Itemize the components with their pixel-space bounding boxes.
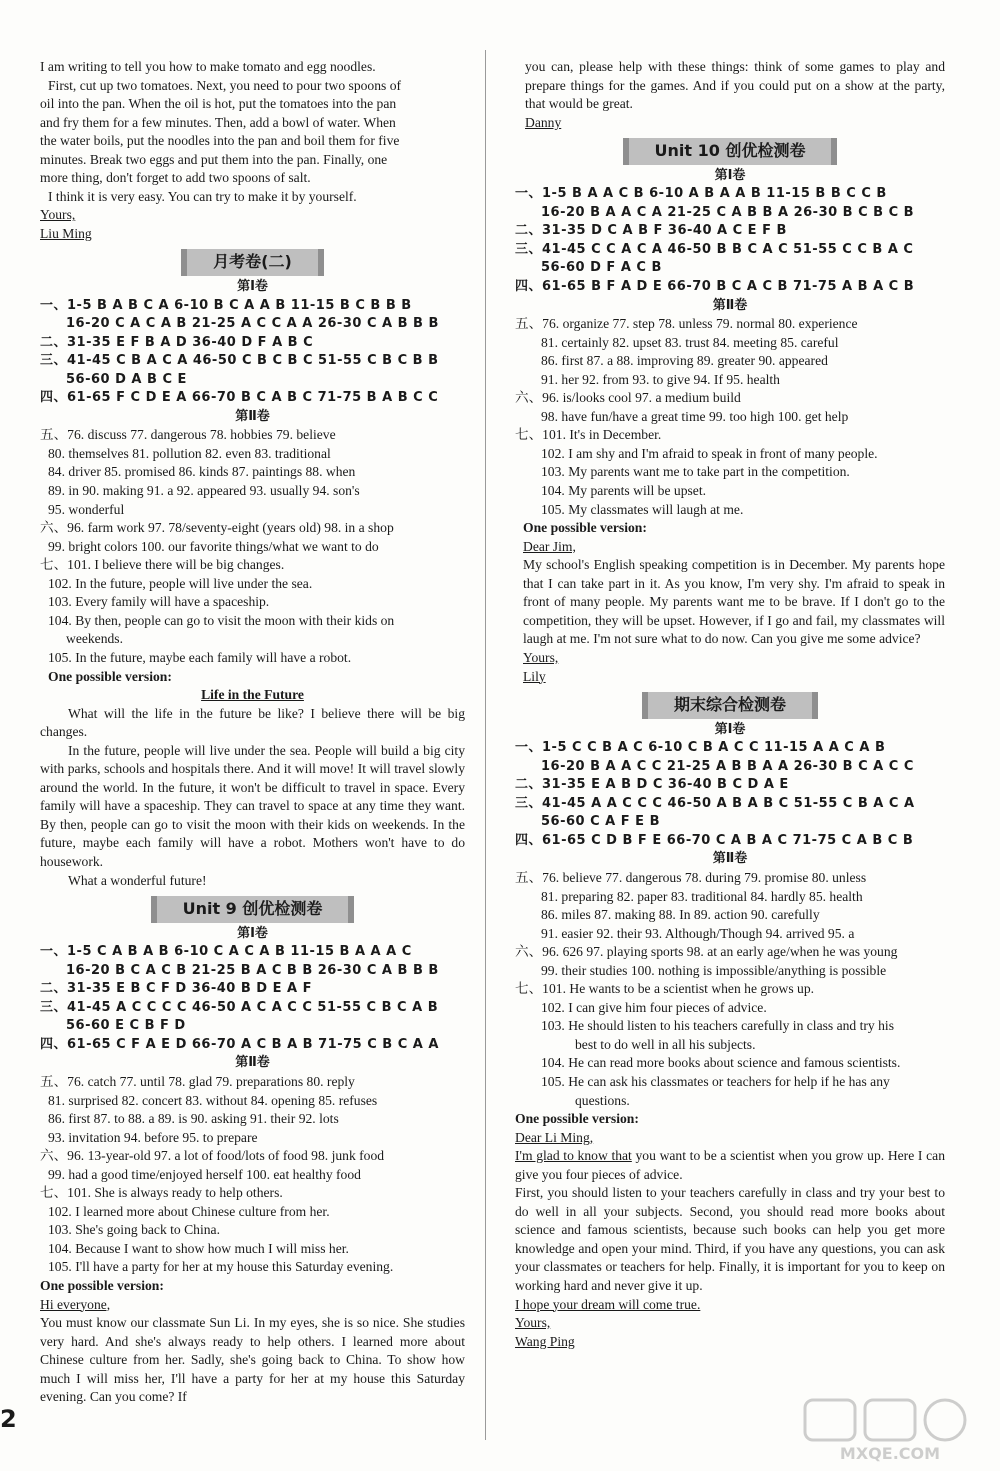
part-label: 第Ⅰ卷	[237, 925, 268, 941]
answer-block	[40, 1073, 465, 1277]
watermark-text: MXQE.COM	[839, 1444, 941, 1463]
answer-line: 16-20 B A A C A 21-25 C A B B A 26-30 B C B C B	[541, 204, 915, 220]
letter-line: First, cut up two tomatoes. Next, you need to pour two spoons of	[48, 77, 402, 93]
answer-block	[515, 739, 945, 850]
answer-line: 三、41-45 C B A C A 46-50 C B C B C 51-55 C B C B B	[40, 353, 439, 369]
letter-body: First, you should listen to your teachers carefully in class and try your best to do well in all your subjects. Second, you should read more books about science and famous scientists, because such books can help you get more knowledge and open your mind. Third, if you have any questions, you can ask your classmates or teachers for help. Finally, it is important for you to keep on working hard and never give it up.	[515, 1185, 945, 1293]
answer-line: 16-20 B C A C B 21-25 B A C B B 26-30 C A B B B	[66, 962, 439, 978]
essay-title: Life in the Future	[201, 687, 304, 703]
letter-line: and fry them for a few minutes. Then, add a bowl of water. When	[40, 114, 396, 130]
answer-line: 七、101. I believe there will be big changes.	[40, 557, 285, 573]
part-label: 第Ⅱ卷	[712, 297, 748, 313]
answer-line: 56-60 E C B F D	[66, 1018, 186, 1034]
answer-line: 93. invitation 94. before 95. to prepare	[48, 1129, 258, 1145]
answer-line: 89. in 90. making 91. a 92. appeared 93. usually 94. son's	[48, 483, 360, 499]
page-number: 2	[0, 1405, 17, 1433]
answer-line: 三、41-45 A C C C C 46-50 A C A C C 51-55 C B C A B	[40, 999, 439, 1015]
part-label: 第Ⅱ卷	[235, 1055, 270, 1071]
letter-closing: Yours,	[523, 649, 559, 665]
answer-line: 103. My parents want me to take part in the competition.	[541, 464, 850, 480]
answer-line: 81. surprised 82. concert 83. without 84. opening 85. refuses	[48, 1092, 378, 1108]
answer-line: 104. He can read more books about science and famous scientists.	[541, 1055, 901, 1071]
answer-line: 二、31-35 E B C F D 36-40 B D E A F	[40, 981, 312, 997]
answer-line: 102. I learned more about Chinese culture from her.	[48, 1203, 330, 1219]
answer-line: 七、101. It's in December.	[515, 427, 662, 443]
answer-line: 86. first 87. a 88. improving 89. greater 90. appeared	[541, 353, 828, 369]
letter-closing: Yours,	[515, 1315, 551, 1331]
part-label: 第Ⅰ卷	[237, 279, 268, 295]
answer-block	[40, 297, 465, 408]
intro-letter	[40, 58, 465, 243]
answer-line: questions.	[575, 1092, 630, 1108]
letter-line: I am writing to tell you how to make tomato and egg noodles.	[40, 59, 376, 74]
answer-line: 四、61-65 C F A E D 66-70 A C B A B 71-75 C B C A A	[40, 1036, 439, 1052]
letter-signature: Liu Ming	[40, 225, 92, 241]
section-banner-final: 期末综合检测卷	[642, 692, 818, 719]
essay-paragraph: What a wonderful future!	[68, 872, 207, 888]
answer-line: 三、41-45 C C A C A 46-50 B B C A C 51-55 C C B A C	[515, 241, 914, 257]
answer-line: 104. By then, people can go to visit the moon with their kids on	[48, 612, 395, 628]
answer-line: 七、101. He wants to be a scientist when he grows up.	[515, 981, 815, 997]
answer-line: 99. bright colors 100. our favorite things/what we want to do	[48, 538, 379, 554]
right-column	[515, 58, 945, 1351]
answer-line: 五、76. discuss 77. dangerous 78. hobbies 79. believe	[40, 427, 336, 443]
column-divider	[485, 50, 486, 1440]
essay-paragraph: What will the life in the future be like? I believe there will be big changes.	[40, 705, 465, 740]
answer-line: 五、76. believe 77. dangerous 78. during 79. promise 80. unless	[515, 869, 867, 885]
answer-line: 一、1-5 C C B A C 6-10 C B A C C 11-15 A A C A B	[515, 740, 886, 756]
answer-block	[40, 426, 465, 667]
letter-signature: Wang Ping	[515, 1333, 575, 1349]
answer-line: 105. He can ask his classmates or teachers for help if he has any	[541, 1073, 890, 1089]
answer-line: weekends.	[66, 631, 123, 647]
answer-line: 102. In the future, people will live under the sea.	[48, 575, 313, 591]
answer-line: 二、31-35 E A B D C 36-40 B C D A E	[515, 777, 789, 793]
answer-line: best to do well in all his subjects.	[575, 1036, 756, 1052]
part-label: 第Ⅱ卷	[235, 408, 270, 424]
answer-line: 六、96. is/looks cool 97. a medium build	[515, 390, 741, 406]
answer-line: 99. their studies 100. nothing is impossible/anything is possible	[541, 962, 887, 978]
answer-line: 56-60 C A F E B	[541, 814, 660, 830]
answer-line: 二、31-35 E F B A D 36-40 D F A B C	[40, 334, 314, 350]
letter-line: oil into the pan. When the oil is hot, put the tomatoes into the pan	[40, 96, 397, 112]
answer-line: 二、31-35 D C A B F 36-40 A C E F B	[515, 223, 787, 239]
sample-label: One possible version:	[523, 520, 647, 536]
answer-line: 102. I can give him four pieces of advice.	[541, 999, 767, 1015]
letter-greeting: Dear Li Ming,	[515, 1129, 594, 1145]
letter-greeting: Dear Jim,	[523, 538, 576, 554]
answer-line: 95. wonderful	[48, 501, 125, 517]
answer-line: 四、61-65 F C D E A 66-70 B C A B C 71-75 B A B C C	[40, 390, 439, 406]
answer-line: 98. have fun/have a great time 99. too high 100. get help	[541, 408, 849, 424]
part-label: 第Ⅰ卷	[714, 721, 746, 737]
answer-line: 七、101. She is always ready to help others.	[40, 1185, 283, 1201]
letter-closing: Yours,	[40, 207, 76, 223]
answer-line: 五、76. catch 77. until 78. glad 79. preparations 80. reply	[40, 1073, 355, 1089]
answer-line: 91. easier 92. their 93. Although/Though 94. arrived 95. a	[541, 925, 855, 941]
answer-line: 84. driver 85. promised 86. kinds 87. paintings 88. when	[48, 464, 356, 480]
answer-line: 81. certainly 82. upset 83. trust 84. meeting 85. careful	[541, 334, 839, 350]
answer-line: 五、76. organize 77. step 78. unless 79. normal 80. experience	[515, 316, 858, 332]
answer-line: 80. themselves 81. pollution 82. even 83. traditional	[48, 445, 331, 461]
letter-line: I think it is very easy. You can try to make it by yourself.	[48, 188, 357, 204]
answer-line: 一、1-5 B A A C B 6-10 A B A A B 11-15 B B C C B	[515, 186, 887, 202]
sample-label: One possible version:	[40, 1278, 164, 1293]
answer-line: 81. preparing 82. paper 83. traditional 84. hardly 85. health	[541, 888, 863, 904]
answer-line: 四、61-65 C D B F E 66-70 C A B A C 71-75 C A B C B	[515, 832, 914, 848]
section-banner-unit10: Unit 10 创优检测卷	[623, 138, 838, 165]
answer-block	[515, 869, 945, 1110]
letter-body: You must know our classmate Sun Li. In my eyes, she is so nice. She studies very hard. And she's always ready to help others. I learned more about Chinese culture from her. Sadly, she's going back to China. To show how much I will miss her, I'll have a party for her at my house this Saturday evening. Can you come? If	[40, 1315, 465, 1405]
answer-line: 86. first 87. to 88. a 89. is 90. asking 91. their 92. lots	[48, 1111, 339, 1127]
answer-line: 86. miles 87. making 88. In 89. action 90. carefully	[541, 907, 820, 923]
answer-block	[515, 315, 945, 519]
letter-greeting: Hi everyone,	[40, 1296, 111, 1312]
answer-line: 六、96. 626 97. playing sports 98. at an early age/when he was young	[515, 944, 898, 960]
sample-label: One possible version:	[515, 1111, 639, 1127]
answer-line: 103. He should listen to his teachers carefully in class and try his	[541, 1018, 894, 1034]
answer-line: 三、41-45 A A C C C 46-50 A B A B C 51-55 C B A C A	[515, 795, 915, 811]
answer-line: 105. In the future, maybe each family will have a robot.	[48, 649, 352, 665]
answer-line: 一、1-5 C A B A B 6-10 C A C A B 11-15 B A A A C	[40, 944, 412, 960]
section-banner-monthly: 月考卷(二)	[181, 249, 324, 276]
answer-line: 104. My parents will be upset.	[541, 483, 706, 499]
letter-signature: Lily	[523, 668, 546, 684]
sample-label: One possible version:	[48, 668, 172, 684]
answer-line: 91. her 92. from 93. to give 94. If 95. health	[541, 371, 780, 387]
letter-signature: Danny	[525, 114, 562, 130]
answer-line: 105. My classmates will laugh at me.	[541, 501, 744, 517]
part-label: 第Ⅰ卷	[714, 167, 746, 183]
answer-line: 六、96. farm work 97. 78/seventy-eight (years old) 98. in a shop	[40, 520, 394, 536]
answer-line: 103. Every family will have a spaceship.	[48, 594, 270, 610]
answer-line: 99. had a good time/enjoyed herself 100. eat healthy food	[48, 1166, 361, 1182]
answer-line: 四、61-65 B F A D E 66-70 B C A C B 71-75 A B A C B	[515, 279, 915, 295]
answer-line: 16-20 B A A C C 21-25 A B B A A 26-30 B C A C C	[541, 758, 914, 774]
section-banner-unit9: Unit 9 创优检测卷	[151, 896, 355, 923]
answer-line: 一、1-5 B A B C A 6-10 B C A A B 11-15 B C B B B	[40, 297, 412, 313]
answer-block	[40, 943, 465, 1054]
letter-opening: I'm glad to know that	[515, 1148, 632, 1164]
part-label: 第Ⅱ卷	[712, 851, 748, 867]
letter-opening-rest: you want to be a scientist when you grow up. Here I can give you four pieces of advice.	[515, 1148, 945, 1182]
answer-line: 16-20 C A C A B 21-25 A C C A A 26-30 C A B B B	[66, 316, 439, 332]
watermark-logo	[800, 1395, 980, 1465]
answer-block	[515, 185, 945, 296]
answer-line: 56-60 D A B C E	[66, 371, 187, 387]
essay-paragraph: In the future, people will live under the sea. People will build a big city with parks, schools and hospitals there. And it will move! It will travel slowly around the world. In the future, it won't be difficult to travel in space. Every family will have a spaceship. They can travel to space at any time they want. By then, people can go to visit the moon with their kids on weekends. In the future, maybe each family will have a robot. Mothers won't have to do housework.	[40, 742, 465, 869]
letter-line: minutes. Break two eggs and put them into the pan. Finally, one	[40, 151, 388, 167]
answer-line: 104. Because I want to show how much I will miss her.	[48, 1240, 349, 1256]
answer-line: 103. She's going back to China.	[48, 1222, 220, 1238]
letter-line: more thing, don't forget to add two spoons of salt.	[40, 170, 311, 186]
letter-line: the water boils, put the noodles into the pan and boil them for five	[40, 133, 400, 149]
left-column	[40, 58, 465, 1407]
answer-line: 105. I'll have a party for her at my house this Saturday evening.	[48, 1259, 394, 1275]
letter-continued: you can, please help with these things: think of some games to play and prepare things for the games. And if you could put on a show at the party, that would be great.	[525, 59, 945, 112]
answer-line: 102. I am shy and I'm afraid to speak in front of many people.	[541, 445, 878, 461]
answer-line: 56-60 D F A C B	[541, 260, 662, 276]
letter-ending: I hope your dream will come true.	[515, 1296, 701, 1312]
letter-body: My school's English speaking competition is in December. My parents hope that I can take part in it. As you know, I'm very shy. I'm afraid to speak in front of many people. My parents want me to be brave. If I don't go to the competition, they will be upset. However, if I go and fail, my classmates will laugh at me. I'm not sure what to do now. Can you give me some advice?	[523, 557, 945, 647]
answer-line: 六、96. 13-year-old 97. a lot of food/lots of food 98. junk food	[40, 1148, 385, 1164]
